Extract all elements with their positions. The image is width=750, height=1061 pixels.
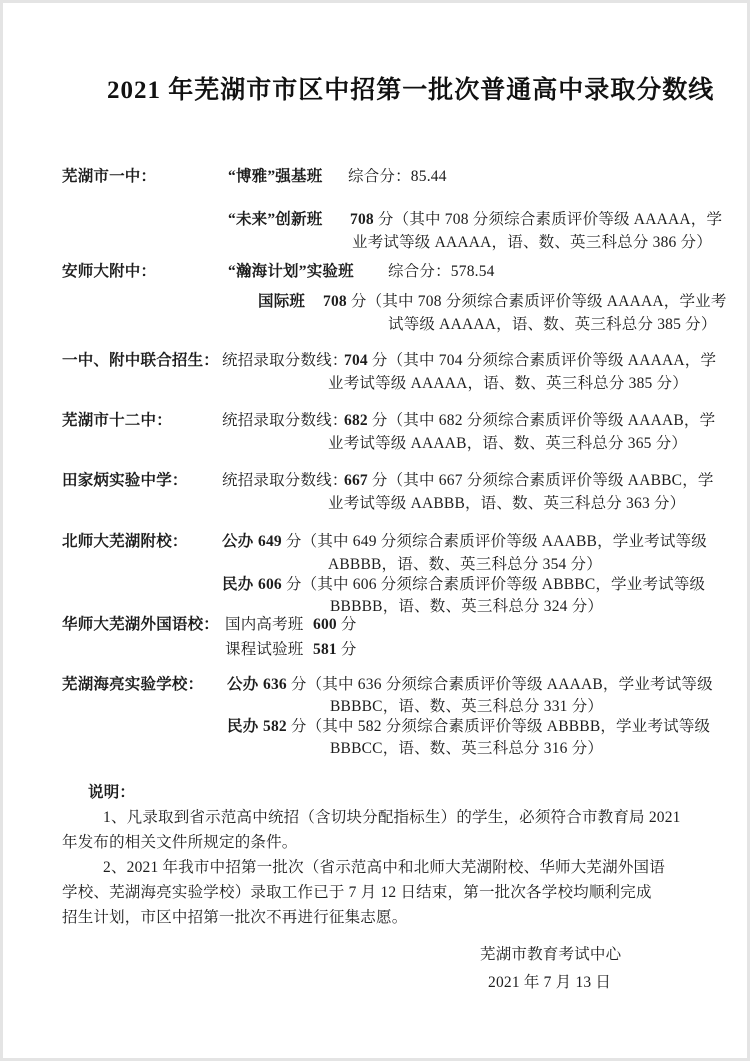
score-line	[323, 292, 727, 312]
school-name: 芜湖市十二中：	[62, 412, 172, 429]
school-name: 北师大芜湖附校：	[62, 533, 188, 550]
school-name: 芜湖海亮实验学校：	[62, 676, 204, 693]
school-name: 田家炳实验中学：	[62, 472, 188, 489]
note-paragraph-line: 招生计划，市区中招第一批次不再进行征集志愿。	[62, 909, 408, 926]
score-detail: 分	[336, 616, 357, 633]
score-value: 582	[263, 718, 287, 735]
score-value: 649	[258, 533, 282, 550]
score-value: 581	[313, 641, 337, 658]
score-line-cont: ABBBB，语、数、英三科总分 354 分）	[328, 556, 602, 573]
class-label: “瀚海计划”实验班	[228, 263, 354, 280]
score-line	[344, 471, 714, 491]
class-label: 公办	[227, 676, 259, 693]
score-line-cont: BBBBB，语、数、英三科总分 324 分）	[330, 598, 604, 615]
score-line	[344, 351, 716, 371]
score-type-label: 统招录取分数线：	[222, 352, 348, 369]
school-name: 芜湖市一中：	[62, 168, 157, 185]
note-paragraph-line: 年发布的相关文件所规定的条件。	[62, 834, 298, 851]
score-detail: 分（其中 708 分须综合素质评价等级 AAAAA，学	[373, 211, 723, 228]
score-detail: 分	[336, 641, 357, 658]
score-detail: 分（其中 667 分须综合素质评价等级 AABBC，学	[367, 472, 714, 489]
score-detail: 分（其中 682 分须综合素质评价等级 AAAAB，学	[367, 412, 716, 429]
note-paragraph-line: 学校、芜湖海亮实验学校）录取工作已于 7 月 12 日结束，第一批次各学校均顺利完成	[62, 884, 652, 901]
score-detail: 分（其中 704 分须综合素质评价等级 AAAAA，学	[367, 352, 717, 369]
score-line	[313, 615, 357, 635]
score-detail: 分（其中 606 分须综合素质评价等级 ABBBC，学业考试等级	[281, 576, 706, 593]
class-label: 公办	[222, 533, 254, 550]
score-value: 606	[258, 576, 282, 593]
score-line-cont: BBBCC，语、数、英三科总分 316 分）	[330, 740, 604, 757]
class-label: “未来”创新班	[228, 211, 323, 228]
class-label: 国内高考班	[225, 616, 304, 633]
score-line-cont: 业考试等级 AAAAA，语、数、英三科总分 385 分）	[328, 375, 688, 392]
score-line	[258, 575, 705, 595]
score-line	[258, 532, 707, 552]
score-detail: 分（其中 649 分须综合素质评价等级 AAABB，学业考试等级	[281, 533, 707, 550]
score-line-cont: BBBBC，语、数、英三科总分 331 分）	[330, 698, 604, 715]
score-detail: 分（其中 636 分须综合素质评价等级 AAAAB，学业考试等级	[286, 676, 713, 693]
class-label: 课程试验班	[225, 641, 304, 658]
signature-org: 芜湖市教育考试中心	[480, 946, 622, 963]
signature-date: 2021 年 7 月 13 日	[488, 974, 612, 991]
score-type-label: 统招录取分数线：	[222, 412, 348, 429]
document-title: 2021 年芜湖市市区中招第一批次普通高中录取分数线	[107, 77, 715, 104]
score-line: 综合分：578.54	[388, 263, 495, 280]
score-value: 708	[350, 211, 374, 228]
school-name: 安师大附中：	[62, 263, 157, 280]
score-line	[313, 640, 357, 660]
score-line	[263, 675, 713, 695]
note-paragraph-line: 1、凡录取到省示范高中统招（含切块分配指标生）的学生，必须符合市教育局 2021	[103, 809, 681, 826]
score-value: 704	[344, 352, 368, 369]
score-detail: 分（其中 582 分须综合素质评价等级 ABBBB，学业考试等级	[286, 718, 711, 735]
class-label: 民办	[222, 576, 254, 593]
score-line	[263, 717, 710, 737]
class-label: “博雅”强基班	[228, 168, 323, 185]
notes-heading: 说明：	[88, 784, 136, 801]
score-line-cont: 业考试等级 AAAAB，语、数、英三科总分 365 分）	[328, 435, 688, 452]
score-line: 综合分：85.44	[348, 168, 447, 185]
score-line-cont: 业考试等级 AABBB，语、数、英三科总分 363 分）	[328, 495, 686, 512]
note-paragraph-line: 2、2021 年我市中招第一批次（省示范高中和北师大芜湖附校、华师大芜湖外国语	[103, 859, 665, 876]
school-name: 一中、附中联合招生：	[62, 352, 220, 369]
score-detail: 分（其中 708 分须综合素质评价等级 AAAAA，学业考	[346, 293, 727, 310]
school-name: 华师大芜湖外国语校：	[62, 616, 220, 633]
score-type-label: 统招录取分数线：	[222, 472, 348, 489]
score-value: 636	[263, 676, 287, 693]
score-value: 600	[313, 616, 337, 633]
class-label: 国际班	[258, 293, 306, 310]
score-value: 708	[323, 293, 347, 310]
score-line-cont: 业考试等级 AAAAA，语、数、英三科总分 386 分）	[352, 234, 712, 251]
score-line	[344, 411, 715, 431]
score-value: 682	[344, 412, 368, 429]
score-line	[350, 210, 722, 230]
score-value: 667	[344, 472, 368, 489]
class-label: 民办	[227, 718, 259, 735]
score-line-cont: 试等级 AAAAA，语、数、英三科总分 385 分）	[388, 316, 717, 333]
